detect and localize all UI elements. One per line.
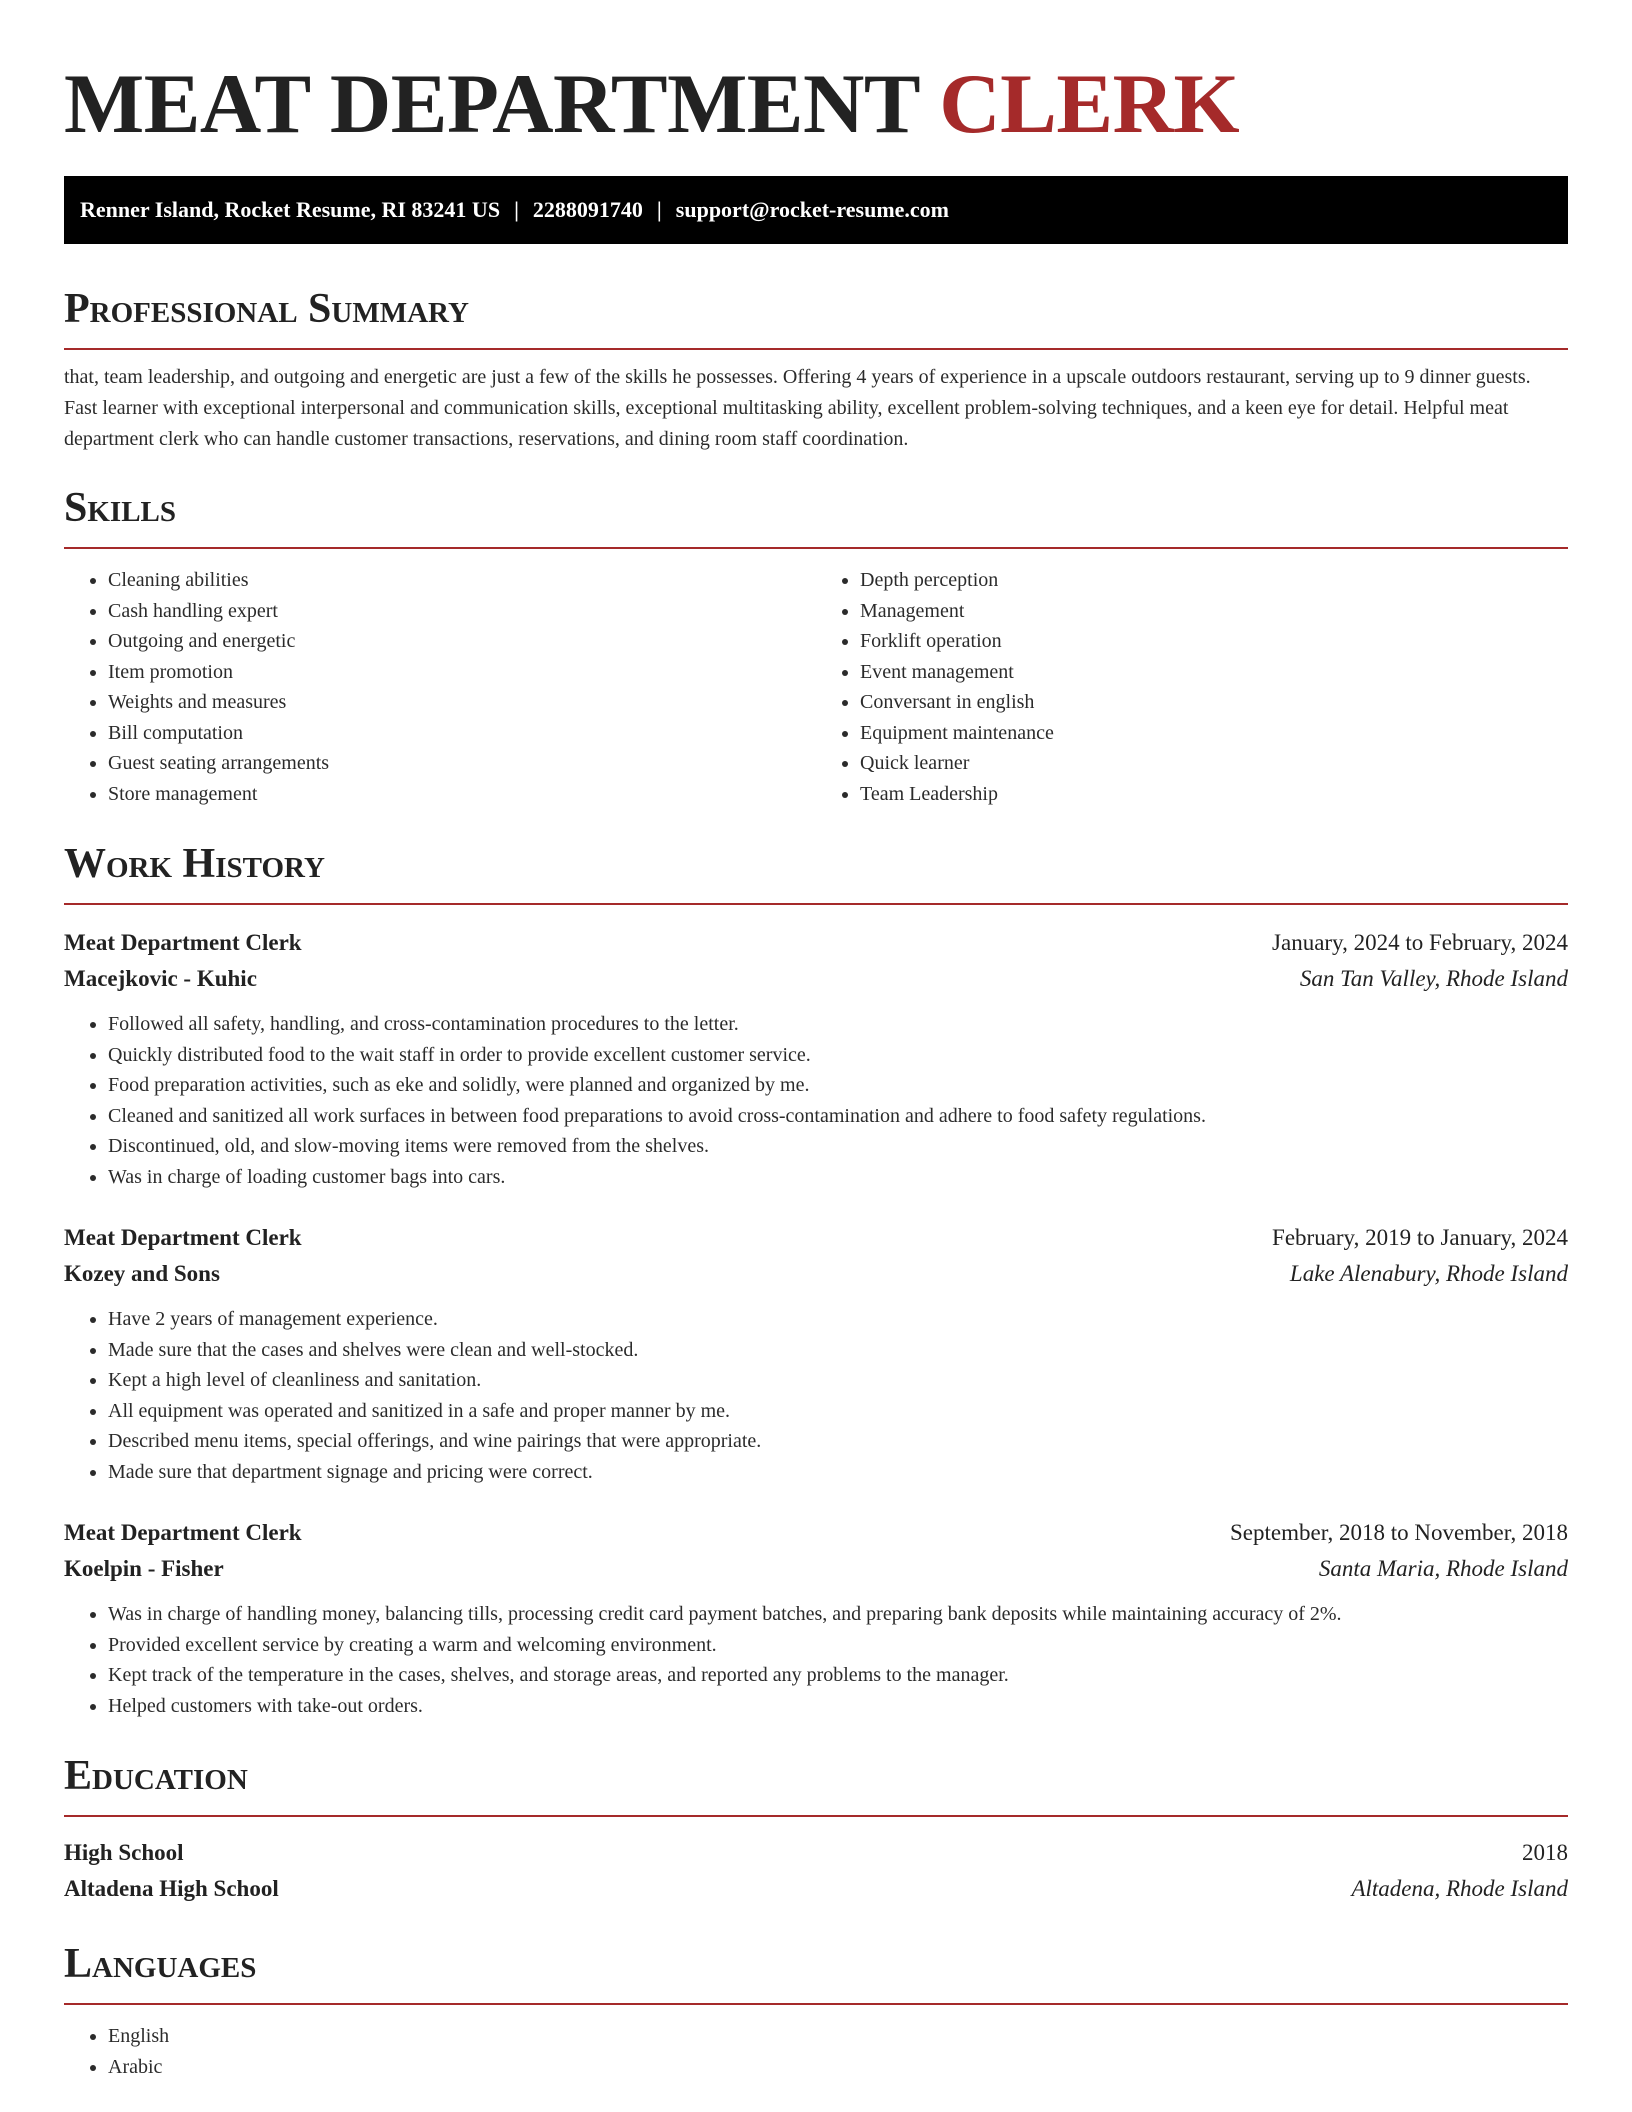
skill-item: • Forklift operation	[860, 626, 1568, 657]
contact-phone: 2288091740	[532, 197, 643, 222]
job-duty: • Helped customers with take-out orders.	[108, 1691, 1568, 1722]
section-divider	[64, 903, 1568, 905]
name-main: MEAT DEPARTMENT	[64, 57, 919, 151]
job-company: Kozey and Sons	[64, 1261, 220, 1286]
name-accent: CLERK	[939, 57, 1240, 151]
job-header	[64, 1515, 1568, 1551]
job-company: Macejkovic - Kuhic	[64, 966, 257, 991]
contact-bar	[64, 176, 1568, 244]
skills-grid	[64, 565, 1568, 809]
job-duty: • Was in charge of loading customer bags into cars.	[108, 1162, 1568, 1193]
contact-email: support@rocket-resume.com	[675, 197, 949, 222]
job-duty: • Have 2 years of management experience.	[108, 1304, 1568, 1335]
skill-item: • Team Leadership	[860, 779, 1568, 810]
language-item: • Arabic	[108, 2052, 1568, 2083]
job-duty: • Described menu items, special offerings, and wine pairings that were appropriate.	[108, 1426, 1568, 1457]
education-year: 2018	[1522, 1840, 1568, 1865]
job-duty: • Cleaned and sanitized all work surfaces in between food preparations to avoid cross-contamination and adhere to food safety regulations.	[108, 1101, 1568, 1132]
job-duties	[64, 1009, 1568, 1192]
education-degree: High School	[64, 1840, 184, 1865]
skill-item: • Quick learner	[860, 748, 1568, 779]
job-header	[64, 925, 1568, 961]
job-subheader	[64, 1256, 1568, 1292]
job-duty: • Provided excellent service by creating a warm and welcoming environment.	[108, 1630, 1568, 1661]
job-company: Koelpin - Fisher	[64, 1556, 224, 1581]
job-dates: February, 2019 to January, 2024	[1272, 1225, 1568, 1250]
skill-item: • Management	[860, 596, 1568, 627]
contact-separator: |	[514, 197, 519, 222]
summary-heading: Professional Summary	[64, 286, 469, 332]
job-role: Meat Department Clerk	[64, 1520, 302, 1545]
languages-heading: Languages	[64, 1941, 257, 1987]
summary-text: that, team leadership, and outgoing and energetic are just a few of the skills he possesses. Offering 4 years of experience in a upscale outdoors restaurant, serving up to 9 dinner guests. Fast learner with exceptional interpersonal and communication skills, exceptional multitasking ability, excellent problem-solving techniques, and a keen eye for detail. Helpful meat department clerk who can handle customer transactions, reservations, and dining room staff coordination.	[64, 366, 1531, 450]
skill-item: • Weights and measures	[108, 687, 816, 718]
languages-list	[64, 2021, 1568, 2083]
job-duty: • Kept track of the temperature in the cases, shelves, and storage areas, and reported any problems to the manager.	[108, 1660, 1568, 1691]
education-subheader	[64, 1871, 1568, 1907]
job-entry	[64, 1220, 1568, 1487]
section-divider	[64, 1815, 1568, 1817]
job-dates: January, 2024 to February, 2024	[1272, 930, 1568, 955]
contact-separator: |	[656, 197, 662, 222]
language-item: • English	[108, 2021, 1568, 2052]
section-divider	[64, 2003, 1568, 2005]
job-entry	[64, 925, 1568, 1192]
job-location: Lake Alenabury, Rhode Island	[1289, 1261, 1568, 1286]
skill-item: • Equipment maintenance	[860, 718, 1568, 749]
job-duty: • Made sure that department signage and pricing were correct.	[108, 1457, 1568, 1488]
job-duty: • Quickly distributed food to the wait staff in order to provide excellent customer service.	[108, 1040, 1568, 1071]
job-duty: • Food preparation activities, such as eke and solidly, were planned and organized by me.	[108, 1070, 1568, 1101]
skills-list-left	[64, 565, 816, 809]
job-duties	[64, 1304, 1568, 1487]
work-history-heading: Work History	[64, 841, 325, 887]
education-entry	[64, 1835, 1568, 1907]
education-school: Altadena High School	[64, 1876, 279, 1901]
skill-item: • Cash handling expert	[108, 596, 816, 627]
skills-list-right	[816, 565, 1568, 809]
job-entry	[64, 1515, 1568, 1721]
job-role: Meat Department Clerk	[64, 1225, 302, 1250]
job-duty: • Followed all safety, handling, and cross-contamination procedures to the letter.	[108, 1009, 1568, 1040]
section-divider	[64, 547, 1568, 549]
job-duties	[64, 1599, 1568, 1721]
job-location: San Tan Valley, Rhode Island	[1299, 966, 1568, 991]
skill-item: • Guest seating arrangements	[108, 748, 816, 779]
skill-item: • Depth perception	[860, 565, 1568, 596]
education-header	[64, 1835, 1568, 1871]
skill-item: • Event management	[860, 657, 1568, 688]
skill-item: • Bill computation	[108, 718, 816, 749]
skill-item: • Cleaning abilities	[108, 565, 816, 596]
skill-item: • Item promotion	[108, 657, 816, 688]
job-duty: • Made sure that the cases and shelves were clean and well-stocked.	[108, 1335, 1568, 1366]
job-duty: • Was in charge of handling money, balancing tills, processing credit card payment batches, and preparing bank deposits while maintaining accuracy of 2%.	[108, 1599, 1568, 1630]
education-heading: Education	[64, 1753, 248, 1799]
skills-heading: Skills	[64, 485, 177, 531]
job-duty: • All equipment was operated and sanitized in a safe and proper manner by me.	[108, 1396, 1568, 1427]
job-subheader	[64, 1551, 1568, 1587]
job-duty: • Kept a high level of cleanliness and sanitation.	[108, 1365, 1568, 1396]
skill-item: • Conversant in english	[860, 687, 1568, 718]
section-divider	[64, 348, 1568, 350]
job-role: Meat Department Clerk	[64, 930, 302, 955]
contact-address: Renner Island, Rocket Resume, RI 83241 US	[80, 197, 501, 222]
job-duty: • Discontinued, old, and slow-moving items were removed from the shelves.	[108, 1131, 1568, 1162]
resume-name	[64, 0, 1568, 152]
skill-item: • Outgoing and energetic	[108, 626, 816, 657]
job-location: Santa Maria, Rhode Island	[1318, 1556, 1568, 1581]
education-location: Altadena, Rhode Island	[1351, 1876, 1568, 1901]
job-header	[64, 1220, 1568, 1256]
job-dates: September, 2018 to November, 2018	[1230, 1520, 1568, 1545]
skill-item: • Store management	[108, 779, 816, 810]
job-subheader	[64, 961, 1568, 997]
